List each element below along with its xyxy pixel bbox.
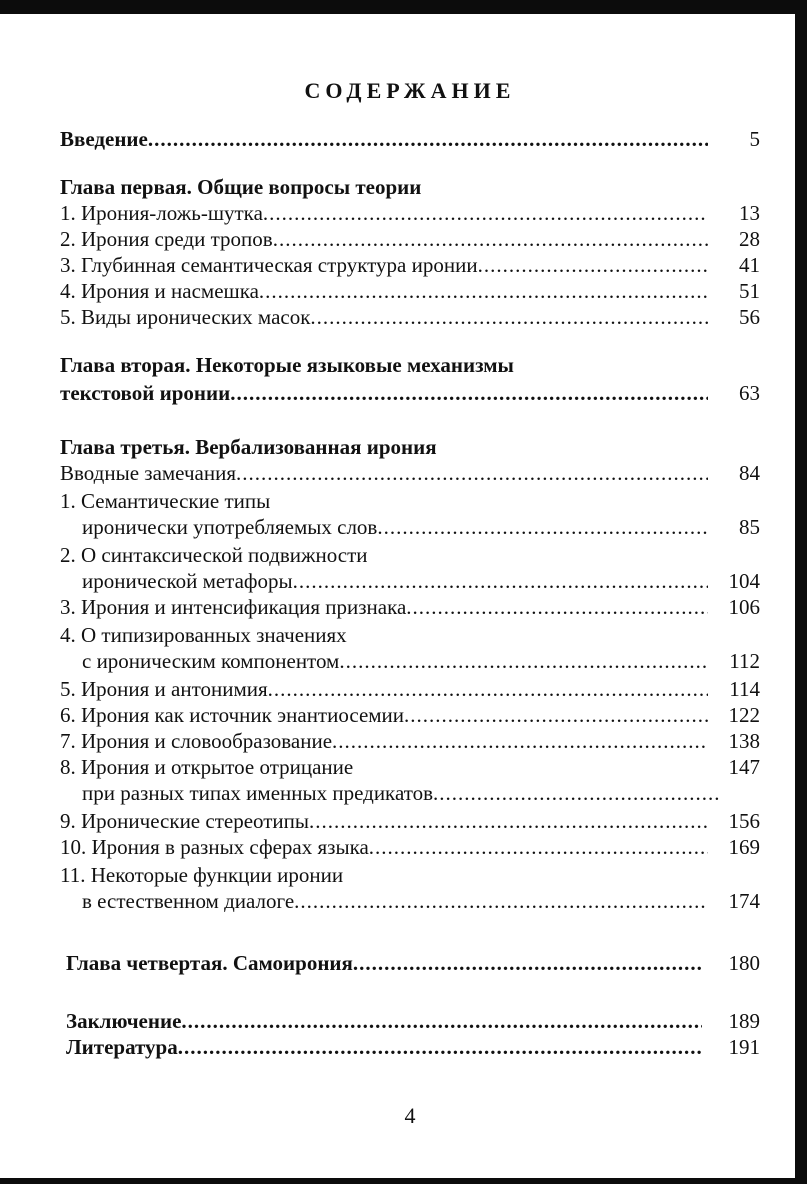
toc-label: 9. Иронические стереотипы (60, 809, 310, 833)
leader-dots (178, 1034, 702, 1060)
toc-entry-literature[interactable] (66, 1034, 766, 1060)
toc-page: 28 (739, 227, 760, 251)
leader-dots (310, 304, 708, 330)
page-title: СОДЕРЖАНИЕ (304, 78, 516, 103)
toc-entry[interactable] (60, 226, 760, 252)
toc-page: 106 (728, 595, 760, 619)
leader-dots (268, 676, 708, 702)
toc-page: 112 (729, 649, 760, 673)
toc-entry[interactable] (60, 728, 760, 754)
toc-label: иронической метафоры (82, 569, 293, 593)
toc-page: 84 (739, 461, 760, 485)
chapter-heading-3 (60, 434, 760, 460)
toc-page: 114 (729, 677, 760, 701)
scan-edge-right (795, 0, 807, 1184)
toc-entry-line1[interactable] (60, 542, 760, 568)
leader-dots (236, 460, 708, 486)
leader-dots (181, 1008, 702, 1034)
toc-label: 2. Ирония среди тропов (60, 227, 273, 251)
leader-dots (293, 568, 708, 594)
toc-page: 51 (739, 279, 760, 303)
leader-dots (309, 808, 708, 834)
toc-label: Литература (66, 1035, 178, 1059)
toc-label: при разных типах именных предикатов (82, 781, 434, 805)
toc-page: 5 (749, 127, 760, 151)
toc-page: 191 (728, 1035, 760, 1059)
chapter-heading-text: Глава третья. Вербализованная ирония (60, 435, 437, 459)
toc-entry[interactable] (60, 834, 760, 860)
toc-entry[interactable] (60, 648, 760, 674)
toc-entry-line1[interactable] (60, 622, 760, 648)
chapter-heading-text: Глава первая. Общие вопросы теории (60, 175, 422, 199)
toc-entry[interactable] (60, 514, 760, 540)
toc-entry-intro[interactable] (60, 126, 760, 152)
toc-label: Глава четвертая. Самоирония (66, 951, 353, 975)
toc-page: 138 (728, 729, 760, 753)
toc-page: 13 (739, 201, 760, 225)
toc-entry-chapter-4[interactable] (66, 950, 766, 976)
toc-entry[interactable] (60, 594, 760, 620)
toc-page: 41 (739, 253, 760, 277)
leader-dots (332, 728, 708, 754)
toc-entry[interactable] (60, 568, 760, 594)
toc-label: 8. Ирония и открытое отрицание (60, 755, 354, 779)
page-number: 4 (404, 1103, 416, 1128)
toc-entry[interactable] (60, 278, 760, 304)
toc-entry[interactable] (60, 780, 760, 806)
toc-entry[interactable] (60, 888, 760, 914)
toc-entry[interactable] (60, 304, 760, 330)
toc-page: 169 (728, 835, 760, 859)
leader-dots (478, 252, 708, 278)
leader-dots (406, 594, 708, 620)
toc-label: Вводные замечания (60, 461, 236, 485)
toc-entry-chapter-2[interactable] (60, 380, 760, 406)
scan-edge-bottom (0, 1178, 807, 1184)
toc-label: 3. Глубинная семантическая структура иронии (60, 253, 478, 277)
toc-entry[interactable] (60, 702, 760, 728)
toc-label: 5. Ирония и антонимия (60, 677, 268, 701)
toc-label: 4. О типизированных значениях (60, 623, 347, 647)
toc-page: 147 (728, 755, 760, 779)
toc-label: 4. Ирония и насмешка (60, 279, 259, 303)
toc-label: 6. Ирония как источник энантиосемии (60, 703, 405, 727)
leader-dots (377, 514, 708, 540)
toc-page: 104 (728, 569, 760, 593)
toc-page: 180 (728, 951, 760, 975)
leader-dots (263, 200, 708, 226)
toc-page: 156 (728, 809, 760, 833)
leader-dots (433, 780, 720, 806)
toc-entry-line1[interactable] (60, 754, 760, 780)
chapter-heading-2 (60, 352, 760, 378)
toc-entry-line1[interactable] (60, 488, 760, 514)
toc-label: 10. Ирония в разных сферах языка (60, 835, 369, 859)
toc-entry[interactable] (60, 252, 760, 278)
scan-edge-top (0, 0, 807, 14)
chapter-heading-text: Глава вторая. Некоторые языковые механизмы (60, 353, 514, 377)
toc-label: текстовой иронии (60, 381, 231, 405)
toc-label: 2. О синтаксической подвижности (60, 543, 368, 567)
leader-dots (259, 278, 708, 304)
toc-label: 1. Ирония-ложь-шутка (60, 201, 263, 225)
toc-page: 56 (739, 305, 760, 329)
toc-entry-conclusion[interactable] (66, 1008, 766, 1034)
toc-entry[interactable] (60, 676, 760, 702)
toc-label: 5. Виды иронических масок (60, 305, 311, 329)
toc-page: 63 (739, 381, 760, 405)
leader-dots (273, 226, 708, 252)
toc-label: в естественном диалоге (82, 889, 295, 913)
toc-label: 3. Ирония и интенсификация признака (60, 595, 407, 619)
toc-entry[interactable] (60, 808, 760, 834)
toc-label: Введение (60, 127, 148, 151)
toc-page: 189 (728, 1009, 760, 1033)
leader-dots (339, 648, 708, 674)
toc-page: 85 (739, 515, 760, 539)
leader-dots (404, 702, 708, 728)
toc-page: 122 (728, 703, 760, 727)
toc-label: Заключение (66, 1009, 182, 1033)
toc-label: 1. Семантические типы (60, 489, 271, 513)
toc-entry[interactable] (60, 460, 760, 486)
toc-entry[interactable] (60, 200, 760, 226)
leader-dots (148, 126, 708, 152)
toc-label: 11. Некоторые функции иронии (60, 863, 344, 887)
toc-entry-line1[interactable] (60, 862, 760, 888)
toc-page: 174 (728, 889, 760, 913)
toc-label: с ироническим компонентом (82, 649, 340, 673)
toc-label: 7. Ирония и словообразование (60, 729, 333, 753)
chapter-heading-1 (60, 174, 760, 200)
leader-dots (369, 834, 708, 860)
leader-dots (230, 380, 708, 406)
leader-dots (353, 950, 702, 976)
leader-dots (294, 888, 708, 914)
toc-label: иронически употребляемых слов (82, 515, 378, 539)
